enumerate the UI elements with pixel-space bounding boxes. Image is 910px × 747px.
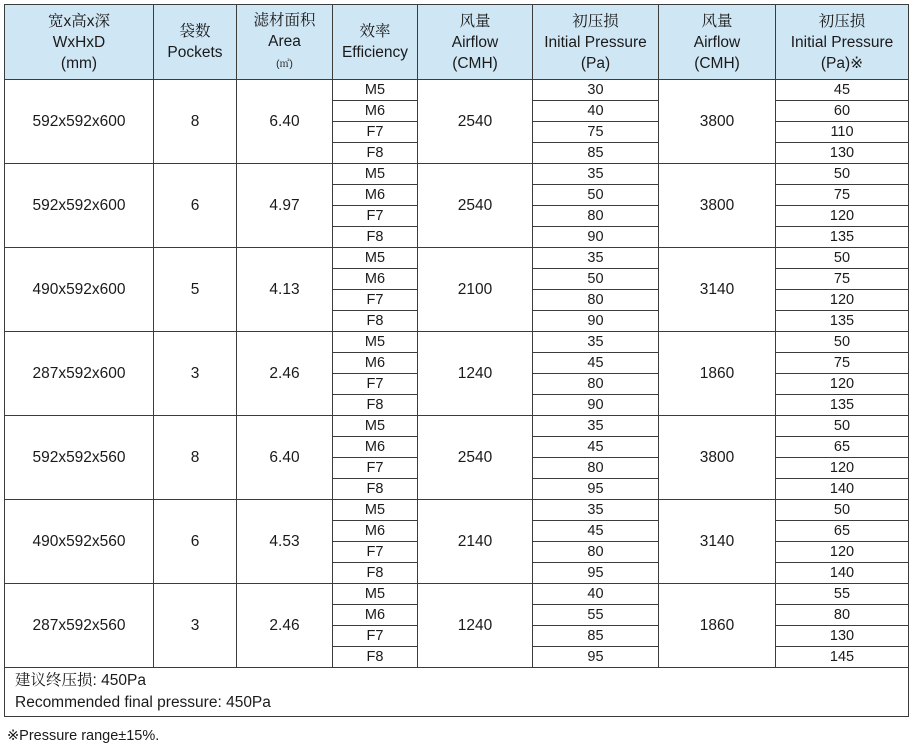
pockets-cell: 5 bbox=[154, 248, 237, 332]
efficiency-cell: M5 bbox=[333, 80, 418, 101]
size-cell: 490x592x560 bbox=[5, 500, 154, 584]
pockets-cell: 6 bbox=[154, 164, 237, 248]
efficiency-header: 效率 Efficiency bbox=[333, 5, 418, 80]
initial-pressure-cell-2: 50 bbox=[776, 248, 909, 269]
initial-pressure-cell-1: 80 bbox=[533, 458, 659, 479]
table-row bbox=[5, 332, 909, 353]
efficiency-cell: F8 bbox=[333, 479, 418, 500]
size-cell: 287x592x560 bbox=[5, 584, 154, 668]
airflow-cell-1: 2100 bbox=[418, 248, 533, 332]
efficiency-cell: M5 bbox=[333, 164, 418, 185]
efficiency-cell: M6 bbox=[333, 437, 418, 458]
efficiency-cell: F7 bbox=[333, 290, 418, 311]
initial-pressure-cell-2: 65 bbox=[776, 521, 909, 542]
initial-pressure-header-1: 初压损 Initial Pressure (Pa) bbox=[533, 5, 659, 80]
table-row bbox=[5, 500, 909, 521]
initial-pressure-cell-1: 80 bbox=[533, 542, 659, 563]
initial-pressure-cell-2: 145 bbox=[776, 647, 909, 668]
efficiency-cell: M5 bbox=[333, 332, 418, 353]
airflow-cell-2: 3140 bbox=[659, 500, 776, 584]
initial-pressure-cell-1: 90 bbox=[533, 311, 659, 332]
pockets-cell: 8 bbox=[154, 416, 237, 500]
table-row bbox=[5, 248, 909, 269]
efficiency-cell: F8 bbox=[333, 563, 418, 584]
initial-pressure-cell-2: 75 bbox=[776, 353, 909, 374]
initial-pressure-cell-2: 55 bbox=[776, 584, 909, 605]
efficiency-cell: M6 bbox=[333, 521, 418, 542]
pockets-header: 袋数 Pockets bbox=[154, 5, 237, 80]
initial-pressure-cell-1: 50 bbox=[533, 185, 659, 206]
pockets-cell: 3 bbox=[154, 332, 237, 416]
airflow-cell-2: 1860 bbox=[659, 332, 776, 416]
table-body bbox=[5, 80, 909, 717]
airflow-cell-1: 2540 bbox=[418, 416, 533, 500]
table-row bbox=[5, 584, 909, 605]
size-header: 宽x高x深 WxHxD (mm) bbox=[5, 5, 154, 80]
initial-pressure-cell-1: 85 bbox=[533, 626, 659, 647]
efficiency-cell: M6 bbox=[333, 353, 418, 374]
initial-pressure-cell-1: 35 bbox=[533, 416, 659, 437]
airflow-header-1: 风量 Airflow (CMH) bbox=[418, 5, 533, 80]
initial-pressure-cell-2: 130 bbox=[776, 143, 909, 164]
initial-pressure-cell-2: 135 bbox=[776, 395, 909, 416]
table-row bbox=[5, 416, 909, 437]
initial-pressure-cell-1: 80 bbox=[533, 374, 659, 395]
area-cell: 4.53 bbox=[237, 500, 333, 584]
initial-pressure-cell-2: 50 bbox=[776, 164, 909, 185]
efficiency-cell: F7 bbox=[333, 626, 418, 647]
efficiency-cell: M6 bbox=[333, 185, 418, 206]
efficiency-cell: M5 bbox=[333, 584, 418, 605]
initial-pressure-cell-2: 80 bbox=[776, 605, 909, 626]
initial-pressure-cell-2: 130 bbox=[776, 626, 909, 647]
area-cell: 6.40 bbox=[237, 416, 333, 500]
initial-pressure-cell-2: 50 bbox=[776, 332, 909, 353]
airflow-cell-1: 2540 bbox=[418, 164, 533, 248]
airflow-cell-2: 3140 bbox=[659, 248, 776, 332]
initial-pressure-cell-2: 140 bbox=[776, 479, 909, 500]
efficiency-cell: F8 bbox=[333, 311, 418, 332]
airflow-cell-2: 1860 bbox=[659, 584, 776, 668]
efficiency-cell: F8 bbox=[333, 647, 418, 668]
pockets-cell: 8 bbox=[154, 80, 237, 164]
initial-pressure-cell-1: 50 bbox=[533, 269, 659, 290]
initial-pressure-cell-1: 35 bbox=[533, 332, 659, 353]
initial-pressure-cell-2: 120 bbox=[776, 458, 909, 479]
spec-table bbox=[4, 4, 909, 717]
pockets-cell: 6 bbox=[154, 500, 237, 584]
initial-pressure-cell-1: 80 bbox=[533, 206, 659, 227]
area-cell: 4.97 bbox=[237, 164, 333, 248]
initial-pressure-cell-2: 45 bbox=[776, 80, 909, 101]
airflow-cell-1: 2540 bbox=[418, 80, 533, 164]
area-cell: 4.13 bbox=[237, 248, 333, 332]
efficiency-cell: F8 bbox=[333, 395, 418, 416]
efficiency-cell: M6 bbox=[333, 269, 418, 290]
initial-pressure-cell-2: 60 bbox=[776, 101, 909, 122]
initial-pressure-header-2: 初压损 Initial Pressure (Pa)※ bbox=[776, 5, 909, 80]
airflow-cell-2: 3800 bbox=[659, 80, 776, 164]
airflow-cell-1: 1240 bbox=[418, 332, 533, 416]
initial-pressure-cell-1: 85 bbox=[533, 143, 659, 164]
initial-pressure-cell-1: 30 bbox=[533, 80, 659, 101]
initial-pressure-cell-1: 45 bbox=[533, 437, 659, 458]
initial-pressure-cell-2: 110 bbox=[776, 122, 909, 143]
initial-pressure-cell-1: 35 bbox=[533, 164, 659, 185]
initial-pressure-cell-1: 90 bbox=[533, 227, 659, 248]
initial-pressure-cell-1: 75 bbox=[533, 122, 659, 143]
initial-pressure-cell-1: 35 bbox=[533, 500, 659, 521]
airflow-header-2: 风量 Airflow (CMH) bbox=[659, 5, 776, 80]
efficiency-cell: F8 bbox=[333, 143, 418, 164]
initial-pressure-cell-2: 75 bbox=[776, 269, 909, 290]
efficiency-cell: F7 bbox=[333, 458, 418, 479]
final-pressure-note bbox=[5, 668, 909, 717]
airflow-cell-2: 3800 bbox=[659, 416, 776, 500]
area-cell: 2.46 bbox=[237, 332, 333, 416]
initial-pressure-cell-2: 50 bbox=[776, 500, 909, 521]
initial-pressure-cell-2: 50 bbox=[776, 416, 909, 437]
size-cell: 490x592x600 bbox=[5, 248, 154, 332]
efficiency-cell: M5 bbox=[333, 500, 418, 521]
initial-pressure-cell-2: 65 bbox=[776, 437, 909, 458]
efficiency-cell: F8 bbox=[333, 227, 418, 248]
pressure-range-note: ※Pressure range±15%. bbox=[7, 728, 160, 744]
initial-pressure-cell-2: 120 bbox=[776, 290, 909, 311]
initial-pressure-cell-2: 135 bbox=[776, 311, 909, 332]
notes-row bbox=[5, 668, 909, 717]
initial-pressure-cell-1: 35 bbox=[533, 248, 659, 269]
size-cell: 592x592x560 bbox=[5, 416, 154, 500]
pockets-cell: 3 bbox=[154, 584, 237, 668]
airflow-cell-2: 3800 bbox=[659, 164, 776, 248]
initial-pressure-cell-1: 40 bbox=[533, 584, 659, 605]
initial-pressure-cell-1: 95 bbox=[533, 647, 659, 668]
airflow-cell-1: 2140 bbox=[418, 500, 533, 584]
initial-pressure-cell-1: 45 bbox=[533, 353, 659, 374]
initial-pressure-cell-1: 95 bbox=[533, 563, 659, 584]
initial-pressure-cell-1: 45 bbox=[533, 521, 659, 542]
initial-pressure-cell-2: 75 bbox=[776, 185, 909, 206]
initial-pressure-cell-1: 55 bbox=[533, 605, 659, 626]
table-row bbox=[5, 164, 909, 185]
final-pressure-en: Recommended final pressure: 450Pa bbox=[15, 694, 271, 711]
table-header bbox=[5, 5, 909, 80]
final-pressure-cn: 建议终压损: 450Pa bbox=[15, 672, 146, 689]
efficiency-cell: F7 bbox=[333, 206, 418, 227]
efficiency-cell: F7 bbox=[333, 374, 418, 395]
initial-pressure-cell-2: 140 bbox=[776, 563, 909, 584]
area-header: 滤材面积 Area (㎡) bbox=[237, 5, 333, 80]
area-cell: 6.40 bbox=[237, 80, 333, 164]
initial-pressure-cell-2: 135 bbox=[776, 227, 909, 248]
efficiency-cell: M6 bbox=[333, 101, 418, 122]
initial-pressure-cell-1: 40 bbox=[533, 101, 659, 122]
initial-pressure-cell-2: 120 bbox=[776, 206, 909, 227]
size-cell: 592x592x600 bbox=[5, 80, 154, 164]
initial-pressure-cell-2: 120 bbox=[776, 542, 909, 563]
efficiency-cell: F7 bbox=[333, 122, 418, 143]
efficiency-cell: M5 bbox=[333, 416, 418, 437]
airflow-cell-1: 1240 bbox=[418, 584, 533, 668]
efficiency-cell: M6 bbox=[333, 605, 418, 626]
initial-pressure-cell-1: 95 bbox=[533, 479, 659, 500]
initial-pressure-cell-1: 80 bbox=[533, 290, 659, 311]
size-cell: 287x592x600 bbox=[5, 332, 154, 416]
table-row bbox=[5, 80, 909, 101]
area-cell: 2.46 bbox=[237, 584, 333, 668]
initial-pressure-cell-1: 90 bbox=[533, 395, 659, 416]
efficiency-cell: M5 bbox=[333, 248, 418, 269]
efficiency-cell: F7 bbox=[333, 542, 418, 563]
initial-pressure-cell-2: 120 bbox=[776, 374, 909, 395]
size-cell: 592x592x600 bbox=[5, 164, 154, 248]
